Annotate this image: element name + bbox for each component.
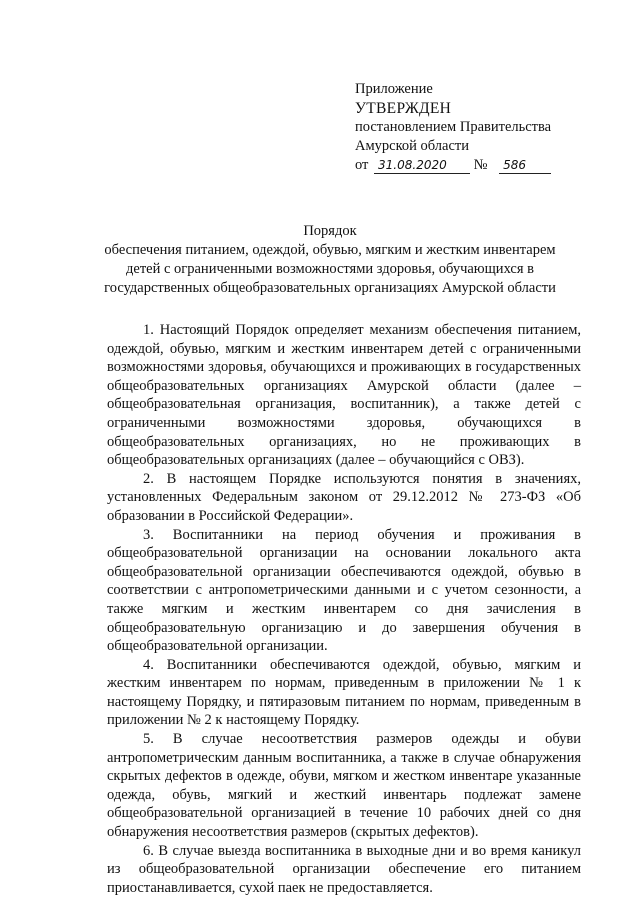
handwritten-date: 31.08.2020 [374, 158, 470, 174]
handwritten-number: 586 [499, 158, 551, 174]
number-label: № [473, 157, 488, 173]
document-subtitle-line-1: обеспечения питанием, одеждой, обувью, мягким и жестким инвентарем [104, 242, 556, 258]
approved-label: УТВЕРЖДЕН [355, 100, 452, 117]
approved-by-line-2: Амурской области [355, 138, 469, 154]
document-subtitle-line-3: государственных общеобразовательных организациях Амурской области [104, 280, 556, 296]
paragraph-3: 3. Воспитанники на период обучения и проживания в общеобразовательной организации на основании локального акта общеобразовательной организации обеспечиваются одеждой, обувью в соответствии с антропометрическими данными и с учетом сезонности, а также мягким и жестким инвентарем со дня зачисления в общеобразовательную организацию и до завершения обучения в общеобразовательной организации. [107, 526, 581, 655]
approved-by-line-1: постановлением Правительства [355, 119, 552, 135]
paragraph-1: 1. Настоящий Порядок определяет механизм обеспечения питанием, одеждой, обувью, мягким и жестким инвентарем детей с ограниченными возможностями здоровья, обучающихся и проживающих в государственных общеобразовательных организациях Амурской области (далее – общеобразовательная организация, воспитанник), а также детей с ограниченными возможностями здоровья, обучающихся в общеобразовательных организациях, но не проживающих в общеобразовательных организациях (далее – обучающийся с ОВЗ). [107, 322, 581, 469]
document-title: Порядок [303, 223, 357, 239]
paragraph-5: 5. В случае несоответствия размеров одежды и обуви антропометрическим данным воспитанника, а также в случае обнаружения скрытых дефектов в одежде, обуви, мягком и жестком инвентаре указанные одежда, обувь, мягкий и жесткий инвентарь подлежат замене общеобразовательной организацией в течение 10 рабочих дней со дня обнаружения несоответствия размеров (скрытых дефектов). [107, 731, 581, 841]
from-label: от [355, 157, 369, 173]
paragraph-2: 2. В настоящем Порядке используются понятия в значениях, установленных Федеральным законом от 29.12.2012 № 273-ФЗ «Об образовании в Российской Федерации». [107, 470, 581, 524]
paragraph-6: 6. В случае выезда воспитанника в выходные дни и во время каникул из общеобразовательной организации обеспечение его питанием приостанавливается, сухой паек не предоставляется. [107, 842, 581, 896]
document-subtitle-line-2: детей с ограниченными возможностями здоровья, обучающихся в [126, 261, 534, 277]
document-body [107, 321, 581, 897]
appendix-label: Приложение [355, 81, 433, 97]
document-heading [100, 222, 560, 298]
date-number-line [355, 156, 625, 175]
approval-block [355, 80, 625, 175]
paragraph-4: 4. Воспитанники обеспечиваются одеждой, обувью, мягким и жестким инвентарем по нормам, приведенным в приложении № 1 к настоящему Порядку, и пятиразовым питанием по нормам, приведенным в приложении № 2 к настоящему Порядку. [107, 656, 581, 729]
